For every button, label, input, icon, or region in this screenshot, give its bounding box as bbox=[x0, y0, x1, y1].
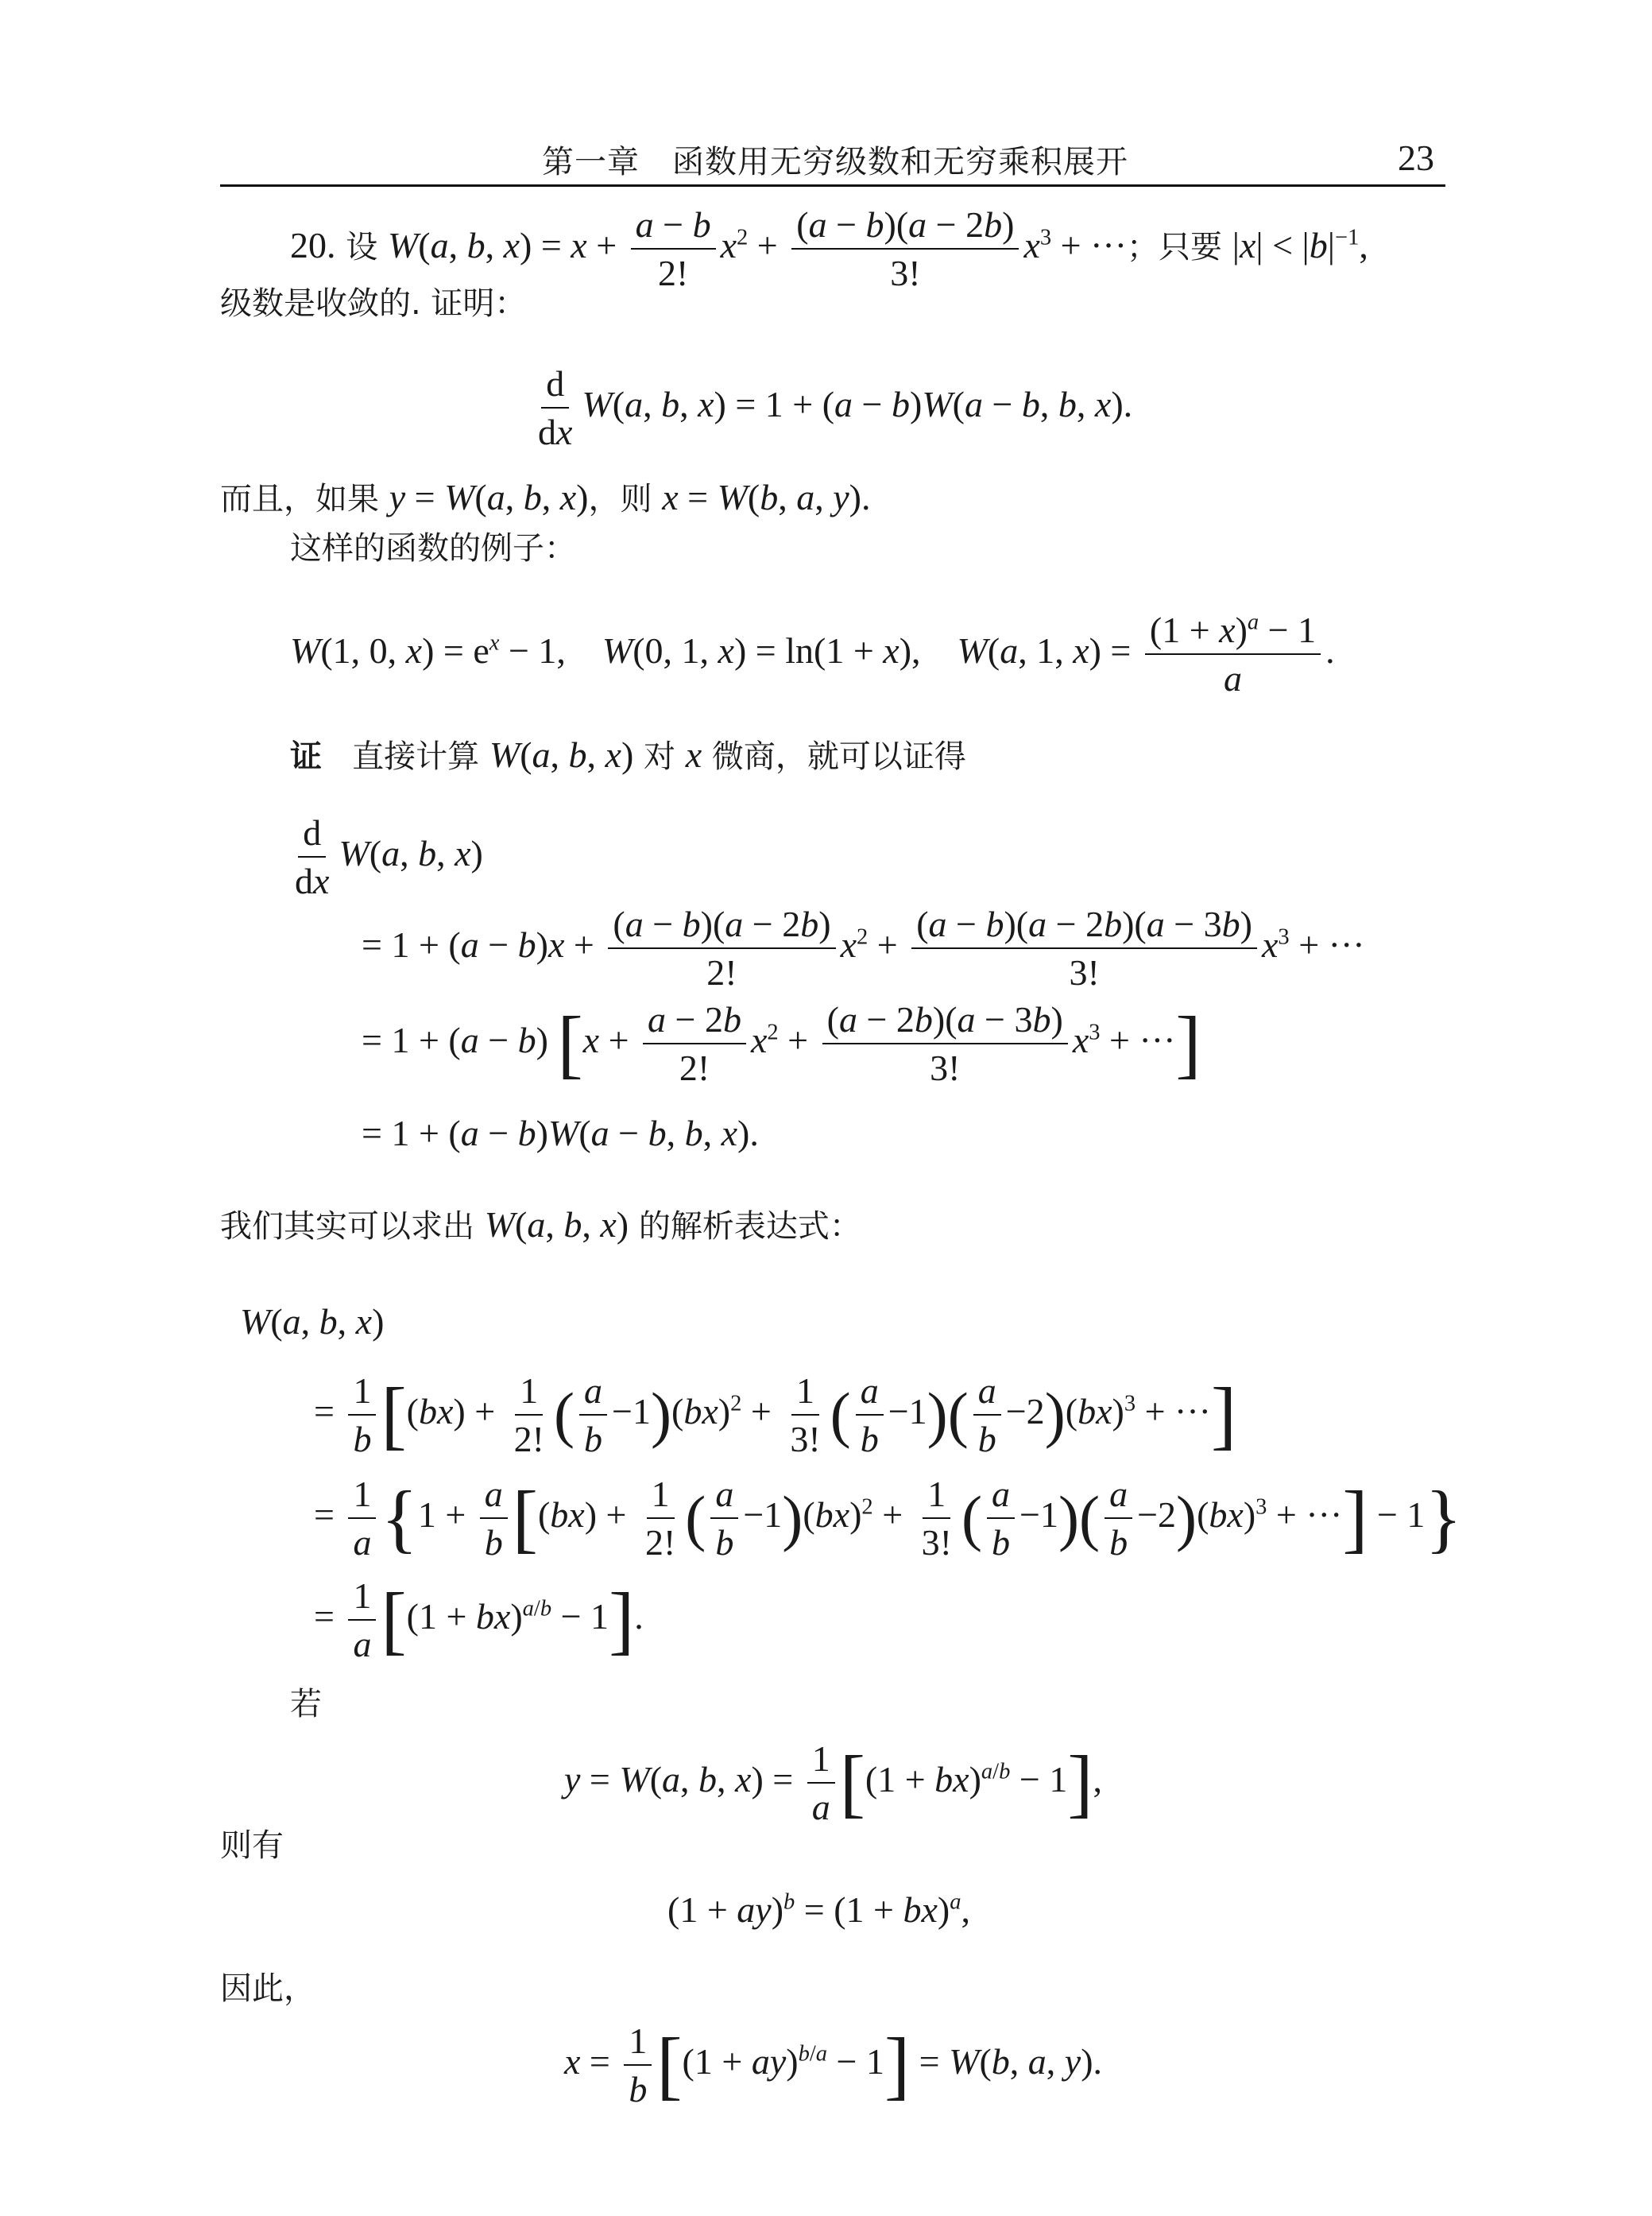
then-word: 则有 bbox=[220, 1827, 284, 1864]
analytic-step-1: = $\frac{1}{b}$ [(bx) + $\frac{1}{2!}$ ( $\frac{a}{b}$ −1)(bx)$^2$ + $\frac{1}{3!}$ ( $\frac{a}{b}$ −1)( $\frac{a}{b}$ −2)(bx)$^3$ + ···] bbox=[314, 1370, 1237, 1460]
only-if-word: ；只要 bbox=[1127, 228, 1223, 265]
then-formula: (1 + ay)$^b$ = (1 + bx)$^a$, bbox=[667, 1889, 970, 1930]
analytic-step-3: = $\frac{1}{a}$ [(1 + bx)$^{a/b}$ − 1]. bbox=[314, 1575, 644, 1665]
chapter-title: 第一章 函数用无穷级数和无穷乘积展开 bbox=[542, 144, 1128, 180]
moreover-line: 而且，如果 y = W(a, b, x)，则 x = W(b, a, y). bbox=[220, 477, 871, 517]
running-header bbox=[220, 137, 1445, 187]
problem-line-1 bbox=[290, 203, 1368, 295]
problem-set-word: 设 bbox=[346, 228, 378, 265]
convergence-condition: $|x| < |b|^{-1}$, bbox=[1232, 224, 1368, 265]
derivation-lhs: $\frac{d}{dx}$ W(a, b, x) bbox=[295, 812, 483, 902]
if-formula: y = W(a, b, x) = $\frac{1}{a}$ [(1 + bx)$^{a/b}$ − 1], bbox=[564, 1738, 1102, 1828]
if-word: 若 bbox=[290, 1686, 322, 1722]
therefore-word: 因此， bbox=[220, 1970, 315, 2007]
proof-label: 证 bbox=[290, 738, 322, 775]
derivative-identity: $\frac{d}{dx}$ W(a, b, x) = 1 + (a − b)W(a − b, b, x). bbox=[538, 363, 1133, 453]
proof-line: 证 直接计算 W(a, b, x) 对 x 微商，就可以证得 bbox=[290, 734, 966, 775]
problem-line-2: 级数是收敛的. 证明： bbox=[220, 285, 527, 322]
examples-heading: 这样的函数的例子： bbox=[290, 530, 576, 567]
derivation-step-3: = 1 + (a − b)W(a − b, b, x). bbox=[362, 1113, 759, 1153]
therefore-formula: x = $\frac{1}{b}$ [(1 + ay)$^{b/a}$ − 1] = W(b, a, y). bbox=[564, 2020, 1103, 2110]
derivation-step-2: = 1 + (a − b) [x + $\frac{a - 2b}{2!}$ $x^2$ + $\frac{(a - 2b)(a - 3b)}{3!}$ $x^3$ + ···] bbox=[362, 999, 1201, 1089]
examples-formula: W(1, 0, $x) = e^x - 1$, W(0, 1, x) = ln(1 + x), W(a, 1, x) = $\frac{(1 + x)^a - 1}{a}$ . bbox=[290, 610, 1335, 699]
series-definition: W(a, b, x) = x + $\frac{a - b}{2!}$ $x^2$ + $\frac{(a - b)(a - 2b)}{3!}$ $x^3$ + ··· bbox=[387, 204, 1128, 294]
analytic-lhs: W(a, b, x) bbox=[240, 1301, 385, 1342]
derivation-step-1: = 1 + (a − b)x + $\frac{(a - b)(a - 2b)}{2!}$ $x^2$ + $\frac{(a - b)(a - 2b)(a - 3b)}{3!}$ $x^3$ + ··· bbox=[362, 904, 1365, 994]
analytic-step-2: = $\frac{1}{a}$ {1 + $\frac{a}{b}$ [(bx) + $\frac{1}{2!}$ ( $\frac{a}{b}$ −1)(bx)$^2$ + $\frac{1}{3!}$ ( $\frac{a}{b}$ −1)( $\frac{a}{b}$ −2)(bx)$^3$ + ···] − 1} bbox=[314, 1474, 1462, 1563]
page-number: 23 bbox=[1398, 138, 1434, 178]
analytic-line: 我们其实可以求出 W(a, b, x) 的解析表达式： bbox=[220, 1204, 861, 1245]
problem-number: 20. bbox=[290, 224, 336, 265]
